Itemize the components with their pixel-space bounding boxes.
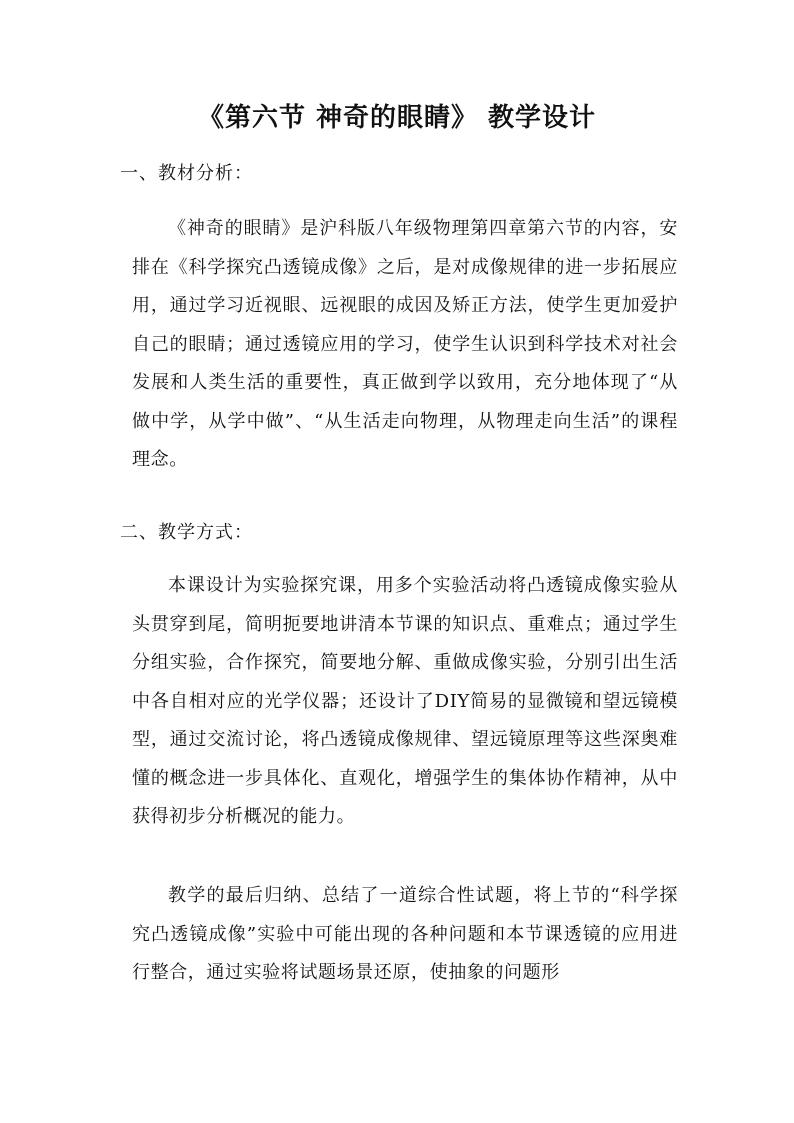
paragraph-textbook-analysis: 《神奇的眼睛》是沪科版八年级物理第四章第六节的内容，安排在《科学探究凸透镜成像》之后，是对成像规律的进一步拓展应用，通过学习近视眼、远视眼的成因及矫正方法，使学生更加爱护自己的眼睛；通过透镜应用的学习，使学生认识到科学技术对社会发展和人类生活的重要性，真正做到学以致用，充分地体现了“从做中学，从学中做”、“从生活走向物理，从物理走向生活”的课程理念。: [132, 218, 678, 470]
paragraph-teaching-method-1: 本课设计为实验探究课，用多个实验活动将凸透镜成像实验从头贯穿到尾，简明扼要地讲清本节课的知识点、重难点；通过学生分组实验，合作探究，简要地分解、重做成像实验，分别引出生活中各自相对应的光学仪器；还设计了DIY简易的显微镜和望远镜模型，通过交流讨论，将凸透镜成像规律、望远镜原理等这些深奥难懂的概念进一步具体化、直观化，增强学生的集体协作精神，从中获得初步分析概况的能力。: [132, 575, 678, 827]
paragraph-teaching-method-2: 教学的最后归纳、总结了一道综合性试题，将上节的“科学探究凸透镜成像”实验中可能出现的各种问题和本节课透镜的应用进行整合，通过实验将试题场景还原，使抽象的问题形: [132, 885, 678, 983]
section-heading-teaching-method: 二、教学方式：: [120, 522, 253, 543]
section-heading-textbook-analysis: 一、教材分析：: [120, 163, 253, 184]
document-title: 《第六节 神奇的眼睛》 教学设计: [197, 103, 597, 133]
